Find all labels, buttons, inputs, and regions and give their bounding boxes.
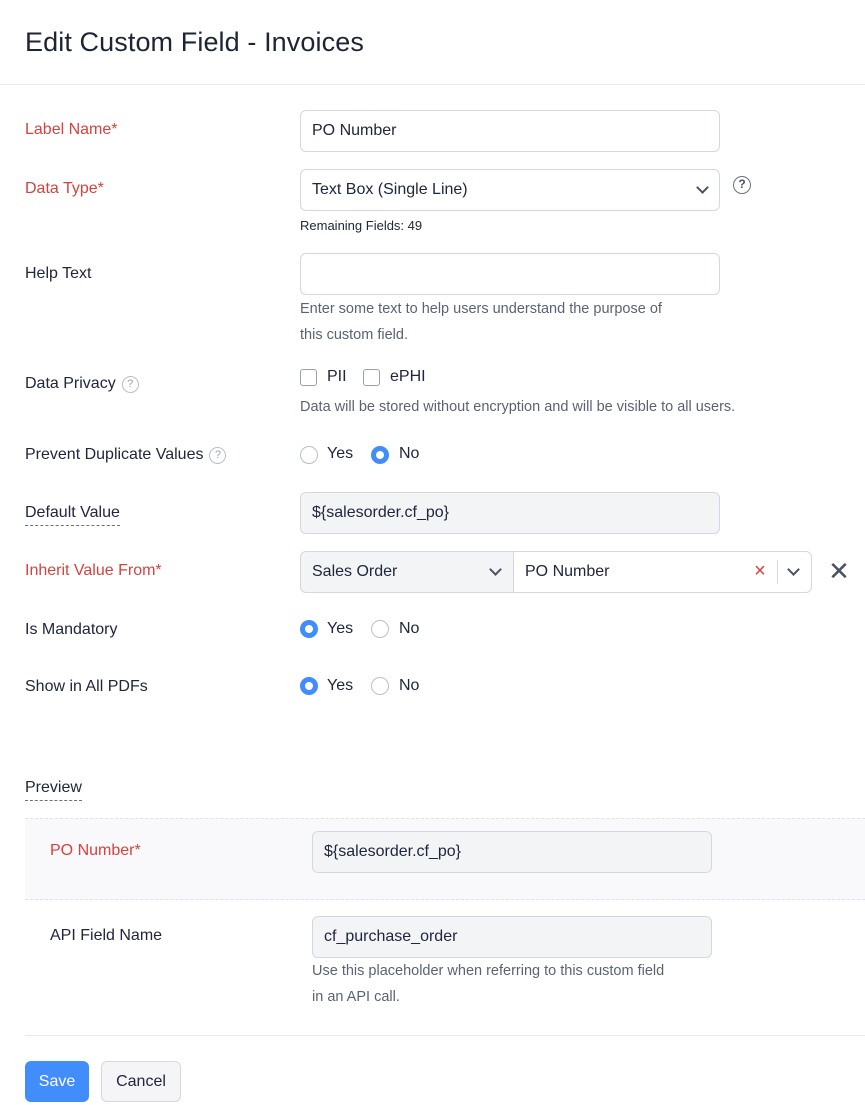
inherit-field-value: PO Number — [525, 563, 610, 580]
page-header — [0, 0, 865, 85]
is-mandatory-label: Is Mandatory — [25, 621, 118, 638]
default-value-label: Default Value — [25, 504, 120, 526]
prevent-duplicates-no-label: No — [399, 445, 420, 462]
question-icon[interactable]: ? — [122, 376, 139, 393]
prevent-duplicates-label-text: Prevent Duplicate Values — [25, 446, 204, 463]
is-mandatory-no-radio[interactable] — [371, 620, 389, 638]
ephi-checkbox[interactable] — [363, 369, 380, 386]
preview-heading: Preview — [25, 779, 82, 801]
help-text-hint-line1: Enter some text to help users understand the purpose of — [300, 301, 662, 317]
is-mandatory-no-label: No — [399, 620, 420, 637]
data-privacy-label — [25, 375, 139, 393]
api-hint-line2: in an API call. — [312, 989, 400, 1005]
ephi-label: ePHI — [390, 368, 426, 385]
data-privacy-label-text: Data Privacy — [25, 375, 116, 392]
close-icon[interactable]: ✕ — [828, 556, 850, 586]
show-in-pdfs-yes-radio[interactable] — [300, 677, 318, 695]
data-type-value: Text Box (Single Line) — [312, 181, 468, 198]
pii-label: PII — [327, 368, 347, 385]
inherit-value-label: Inherit Value From* — [25, 562, 162, 579]
api-field-name-label: API Field Name — [50, 927, 163, 944]
is-mandatory-yes-radio[interactable] — [300, 620, 318, 638]
prevent-duplicates-no-radio[interactable] — [371, 446, 389, 464]
data-type-label: Data Type* — [25, 180, 104, 197]
api-field-name-input[interactable]: cf_purchase_order — [312, 916, 712, 958]
pii-checkbox[interactable] — [300, 369, 317, 386]
preview-field-input[interactable]: ${salesorder.cf_po} — [312, 831, 712, 873]
preview-field-label: PO Number* — [50, 842, 141, 859]
footer-divider — [25, 1035, 865, 1036]
label-name-input[interactable]: PO Number — [300, 110, 720, 152]
cancel-button[interactable]: Cancel — [101, 1061, 181, 1102]
help-text-input[interactable] — [300, 253, 720, 295]
prevent-duplicates-label — [25, 446, 226, 464]
is-mandatory-yes-label: Yes — [327, 620, 354, 637]
prevent-duplicates-yes-radio[interactable] — [300, 446, 318, 464]
chevron-down-icon[interactable] — [696, 183, 708, 195]
show-in-pdfs-yes-label: Yes — [327, 677, 354, 694]
select-divider — [777, 560, 778, 584]
remaining-fields-text: Remaining Fields: 49 — [300, 218, 423, 233]
data-type-select[interactable] — [300, 169, 720, 211]
chevron-down-icon[interactable] — [787, 565, 799, 577]
api-hint-line1: Use this placeholder when referring to this custom field — [312, 963, 665, 979]
help-text-hint-line2: this custom field. — [300, 327, 408, 343]
help-text-label: Help Text — [25, 265, 92, 282]
show-in-pdfs-no-label: No — [399, 677, 420, 694]
show-in-pdfs-label: Show in All PDFs — [25, 678, 148, 695]
help-circle-icon[interactable]: ? — [733, 176, 751, 194]
inherit-module-select[interactable] — [300, 551, 514, 593]
show-in-pdfs-no-radio[interactable] — [371, 677, 389, 695]
clear-selection-icon[interactable]: × — [754, 560, 766, 582]
data-privacy-hint: Data will be stored without encryption and will be visible to all users. — [300, 399, 736, 415]
label-name-label: Label Name* — [25, 121, 118, 138]
question-icon[interactable]: ? — [209, 447, 226, 464]
prevent-duplicates-yes-label: Yes — [327, 445, 354, 462]
chevron-down-icon[interactable] — [489, 565, 501, 577]
inherit-module-value: Sales Order — [312, 563, 398, 580]
page-title: Edit Custom Field - Invoices — [25, 27, 364, 57]
default-value-input[interactable]: ${salesorder.cf_po} — [300, 492, 720, 534]
save-button[interactable]: Save — [25, 1061, 89, 1102]
